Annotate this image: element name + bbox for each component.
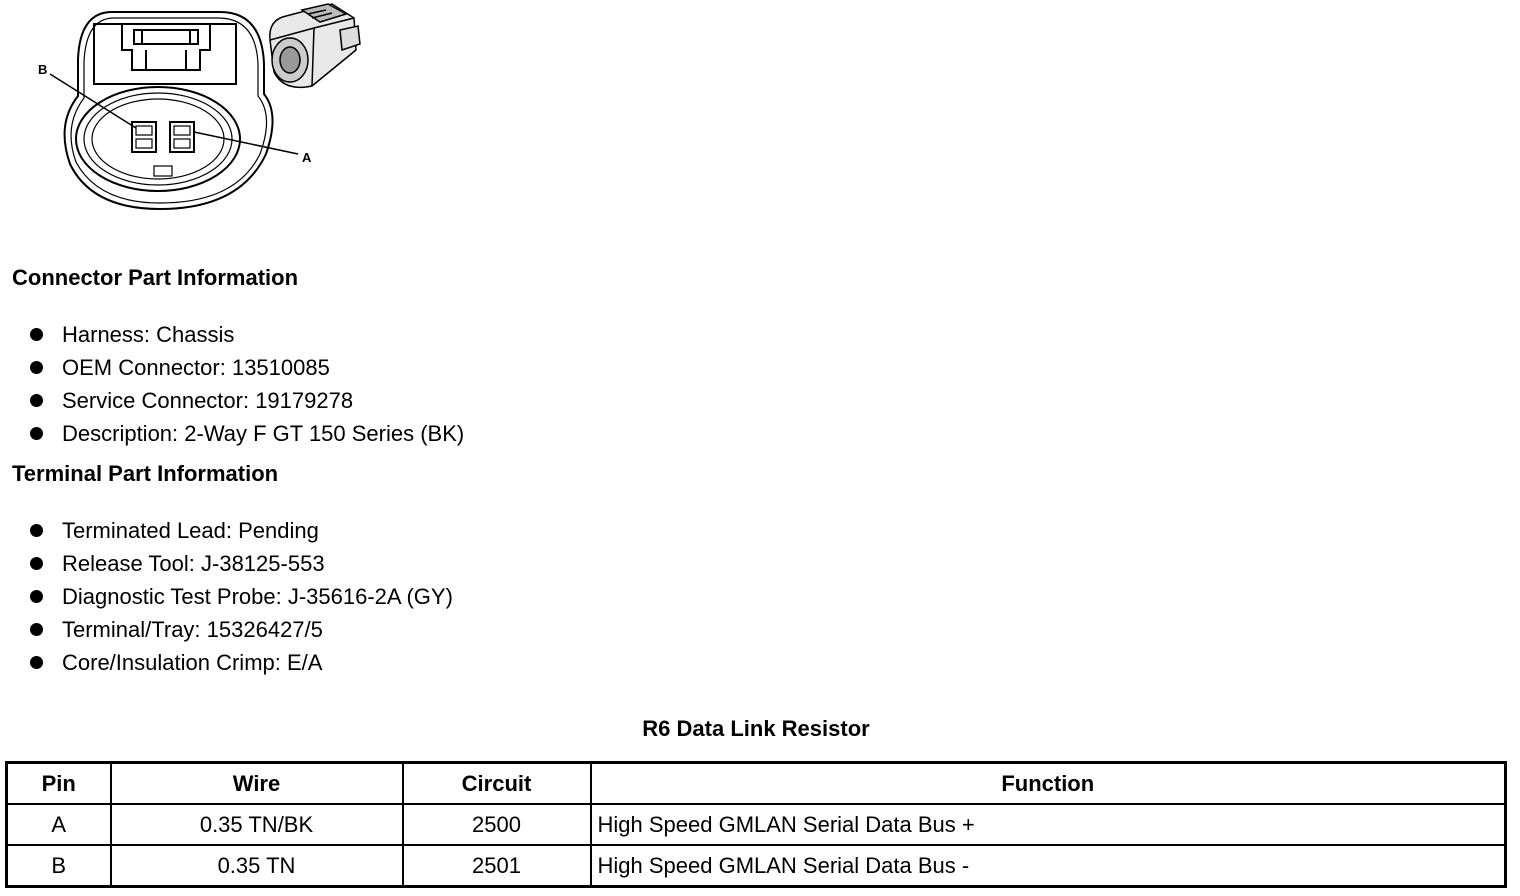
terminal-part-info-heading: Terminal Part Information: [12, 461, 279, 486]
table-title: R6 Data Link Resistor: [642, 716, 870, 741]
cell-function: High Speed GMLAN Serial Data Bus -: [591, 845, 1506, 887]
cell-function: High Speed GMLAN Serial Data Bus +: [591, 804, 1506, 845]
cell-wire: 0.35 TN: [111, 845, 403, 887]
list-item: Terminated Lead: Pending: [30, 514, 453, 547]
bullet-icon: [30, 557, 43, 570]
bullet-icon: [30, 427, 43, 440]
bullet-icon: [30, 623, 43, 636]
list-item: OEM Connector: 13510085: [30, 351, 464, 384]
column-header-wire: Wire: [111, 763, 403, 805]
cavity-label-a: A: [302, 150, 312, 165]
bullet-icon: [30, 656, 43, 669]
column-header-circuit: Circuit: [403, 763, 591, 805]
list-item: Diagnostic Test Probe: J-35616-2A (GY): [30, 580, 453, 613]
cell-circuit: 2500: [403, 804, 591, 845]
cavity-label-b: B: [38, 62, 48, 77]
table-row: [7, 845, 1506, 887]
list-item: Service Connector: 19179278: [30, 384, 464, 417]
table-header-row: [7, 763, 1506, 805]
bullet-icon: [30, 328, 43, 341]
list-item: Release Tool: J-38125-553: [30, 547, 453, 580]
connector-part-info-heading: Connector Part Information: [12, 265, 299, 290]
cell-pin: B: [7, 845, 111, 887]
bullet-icon: [30, 590, 43, 603]
terminal-part-info-list: [30, 514, 453, 679]
list-item: Harness: Chassis: [30, 318, 464, 351]
connector-part-info-list: [30, 318, 464, 450]
cell-pin: A: [7, 804, 111, 845]
list-item: Description: 2-Way F GT 150 Series (BK): [30, 417, 464, 450]
list-item: Core/Insulation Crimp: E/A: [30, 646, 453, 679]
connector-isometric-thumbnail: [262, 0, 362, 95]
pinout-table: [5, 761, 1507, 888]
cell-wire: 0.35 TN/BK: [111, 804, 403, 845]
bullet-icon: [30, 524, 43, 537]
cell-circuit: 2501: [403, 845, 591, 887]
bullet-icon: [30, 361, 43, 374]
column-header-function: Function: [591, 763, 1506, 805]
connector-illustrations: [0, 0, 400, 230]
column-header-pin: Pin: [7, 763, 111, 805]
bullet-icon: [30, 394, 43, 407]
list-item: Terminal/Tray: 15326427/5: [30, 613, 453, 646]
table-row: [7, 804, 1506, 845]
